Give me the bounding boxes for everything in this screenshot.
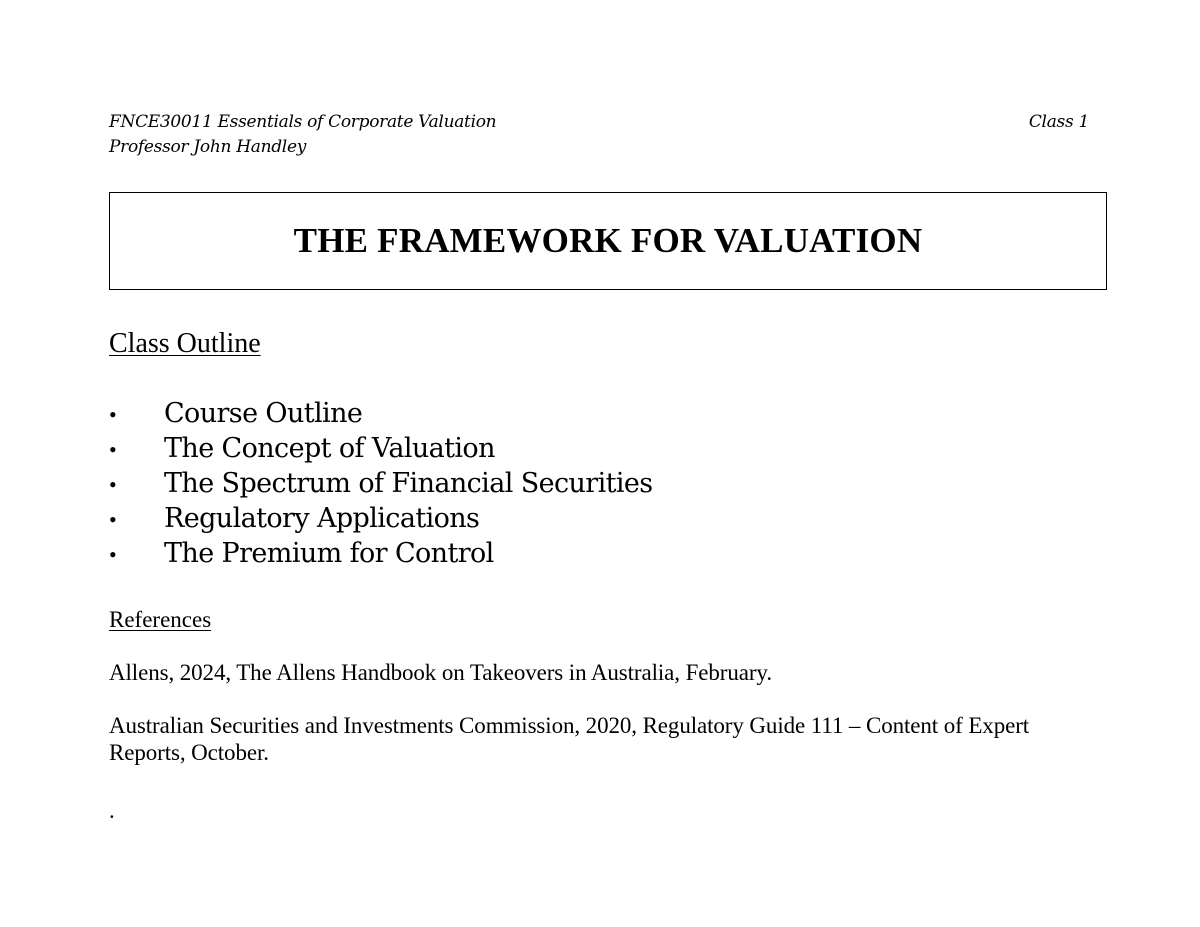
bullet-icon: • xyxy=(109,402,117,427)
class-outline-heading: Class Outline xyxy=(109,328,261,359)
list-item-text: The Concept of Valuation xyxy=(164,433,495,464)
reference-entry: Allens, 2024, The Allens Handbook on Takeovers in Australia, February. xyxy=(109,660,772,685)
bullet-icon: • xyxy=(109,472,117,497)
list-item xyxy=(109,466,653,501)
list-item-text: Regulatory Applications xyxy=(164,503,480,534)
list-item xyxy=(109,536,653,571)
bullet-icon: • xyxy=(109,437,117,462)
references-heading: References xyxy=(109,607,212,632)
title-box xyxy=(109,192,1107,290)
trailing-period: . xyxy=(109,798,115,823)
list-item xyxy=(109,396,653,431)
list-item-text: The Premium for Control xyxy=(164,538,494,569)
class-outline-list xyxy=(109,396,653,571)
bullet-icon: • xyxy=(109,542,117,567)
reference-entry: Australian Securities and Investments Commission, 2020, Regulatory Guide 111 – Content of Expert Reports, October. xyxy=(109,713,1030,765)
list-item-text: Course Outline xyxy=(164,398,363,429)
bullet-icon: • xyxy=(109,507,117,532)
list-item xyxy=(109,501,653,536)
course-title: FNCE30011 Essentials of Corporate Valuation xyxy=(109,112,497,132)
list-item-text: The Spectrum of Financial Securities xyxy=(164,468,653,499)
class-number: Class 1 xyxy=(1028,112,1089,132)
list-item xyxy=(109,431,653,466)
page-title: THE FRAMEWORK FOR VALUATION xyxy=(293,221,923,260)
professor-name: Professor John Handley xyxy=(109,137,307,157)
